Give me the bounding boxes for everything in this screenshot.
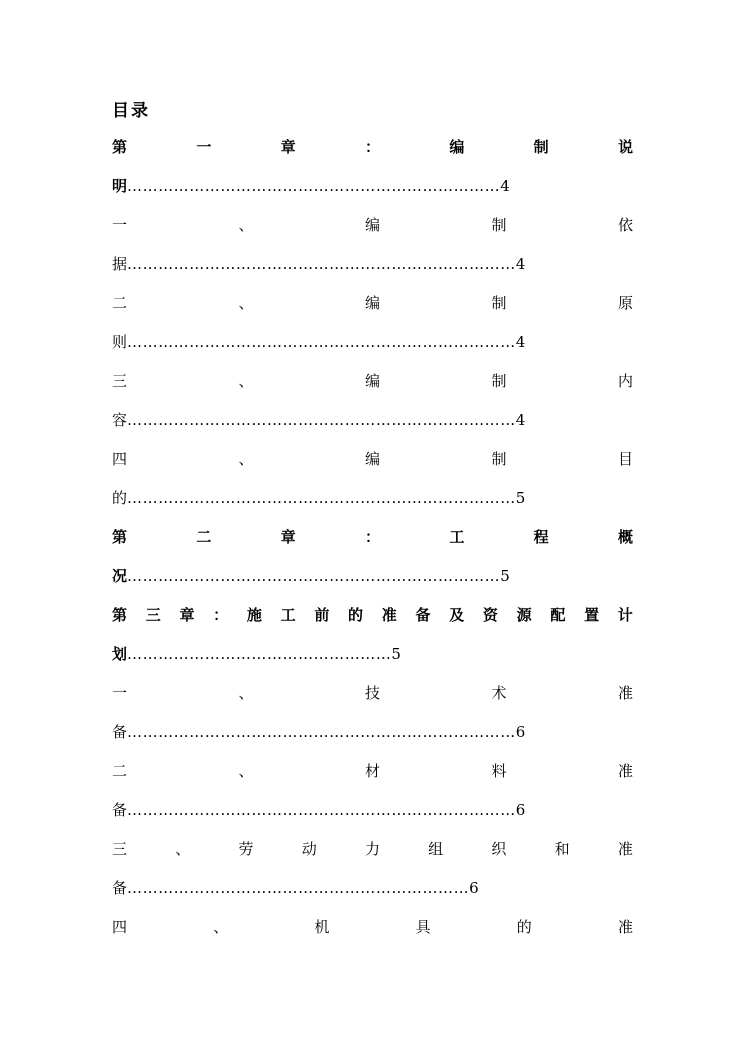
toc-page-number: 4 (515, 255, 526, 273)
toc-char: 制 (491, 294, 507, 312)
toc-entry-last-char: 备 (112, 801, 128, 819)
toc-char: 、 (238, 372, 254, 390)
toc-leader-dots: ………………………………………………………………… (127, 723, 516, 741)
toc-char: 第 (112, 138, 128, 156)
toc-entry-line[interactable] (112, 137, 633, 157)
toc-char: 机 (314, 918, 330, 936)
toc-char: 劳 (238, 840, 254, 858)
toc-char: 准 (617, 840, 633, 858)
toc-title: 目录 (112, 101, 150, 121)
toc-entry-line[interactable] (112, 683, 633, 703)
toc-char: 、 (213, 918, 229, 936)
toc-char: 一 (112, 216, 128, 234)
toc-char: 料 (491, 762, 507, 780)
toc-char: 章 (179, 606, 195, 624)
toc-entry-leader[interactable] (112, 176, 510, 196)
toc-char: 组 (428, 840, 444, 858)
toc-char: 程 (533, 528, 549, 546)
toc-char: 术 (491, 684, 507, 702)
toc-entry-leader[interactable] (112, 722, 525, 742)
toc-char: 四 (112, 918, 128, 936)
toc-char: ： (213, 606, 229, 624)
toc-page-number: 6 (469, 879, 479, 897)
toc-entry-leader[interactable] (112, 254, 525, 274)
toc-page-number: 5 (500, 567, 510, 585)
toc-char: 制 (491, 450, 507, 468)
toc-char: 制 (491, 216, 507, 234)
toc-char: 技 (364, 684, 380, 702)
toc-entry-line[interactable] (112, 839, 633, 859)
toc-char: 动 (301, 840, 317, 858)
toc-char: 二 (112, 762, 128, 780)
toc-char: 施 (246, 606, 262, 624)
toc-page-number: 4 (500, 177, 510, 195)
toc-char: 制 (533, 138, 549, 156)
toc-char: 编 (364, 372, 380, 390)
toc-char: 的 (348, 606, 364, 624)
toc-char: 原 (617, 294, 633, 312)
toc-char: 制 (491, 372, 507, 390)
toc-entry-leader[interactable] (112, 332, 525, 352)
toc-entry-line[interactable] (112, 293, 633, 313)
toc-char: 第 (112, 528, 128, 546)
toc-char: 编 (364, 216, 380, 234)
toc-page-number: 4 (515, 411, 526, 429)
toc-char: 编 (364, 294, 380, 312)
toc-leader-dots: ………………………………………………………… (127, 879, 470, 897)
toc-entry-last-char: 则 (112, 333, 128, 351)
toc-entry-line[interactable] (112, 215, 633, 235)
toc-char: ： (364, 138, 380, 156)
toc-leader-dots: ……………………………………………………………… (127, 567, 501, 585)
toc-char: 置 (584, 606, 600, 624)
toc-char: ： (364, 528, 380, 546)
toc-char: 资 (482, 606, 498, 624)
toc-char: 一 (112, 684, 128, 702)
toc-char: 依 (617, 216, 633, 234)
toc-char: 第 (112, 606, 128, 624)
toc-char: 计 (617, 606, 633, 624)
toc-leader-dots: ………………………………………………………………… (127, 255, 516, 273)
toc-char: 材 (364, 762, 380, 780)
toc-leader-dots: ………………………………………………………………… (127, 333, 516, 351)
toc-char: 和 (554, 840, 570, 858)
toc-char: 工 (280, 606, 296, 624)
toc-char: 、 (175, 840, 191, 858)
toc-char: 、 (238, 216, 254, 234)
toc-char: 内 (617, 372, 633, 390)
toc-entry-line[interactable] (112, 527, 633, 547)
toc-char: 编 (449, 138, 465, 156)
toc-leader-dots: ………………………………………………………………… (127, 411, 516, 429)
toc-char: 前 (314, 606, 330, 624)
toc-entry-last-char: 据 (112, 255, 128, 273)
toc-char: 、 (238, 450, 254, 468)
toc-entry-last-char: 备 (112, 723, 128, 741)
toc-entry-line[interactable] (112, 605, 633, 625)
toc-leader-dots: ………………………………………………………………… (127, 801, 516, 819)
toc-char: 准 (617, 762, 633, 780)
toc-char: 四 (112, 450, 128, 468)
toc-entry-leader[interactable] (112, 566, 510, 586)
toc-entry-line[interactable] (112, 917, 633, 937)
toc-entry-last-char: 况 (112, 567, 128, 585)
toc-char: 目 (617, 450, 633, 468)
toc-char: 、 (238, 684, 254, 702)
toc-entry-line[interactable] (112, 371, 633, 391)
toc-char: 源 (516, 606, 532, 624)
toc-entry-leader[interactable] (112, 410, 525, 430)
toc-char: 力 (364, 840, 380, 858)
toc-char: 备 (415, 606, 431, 624)
toc-entry-last-char: 容 (112, 411, 128, 429)
toc-page-number: 5 (391, 645, 401, 663)
toc-char: 配 (550, 606, 566, 624)
toc-entry-leader[interactable] (112, 878, 479, 898)
toc-entry-line[interactable] (112, 449, 633, 469)
toc-page-number: 6 (515, 723, 526, 741)
toc-entry-leader[interactable] (112, 644, 401, 664)
toc-page-number: 4 (515, 333, 526, 351)
toc-entry-last-char: 明 (112, 177, 128, 195)
toc-entry-last-char: 的 (112, 489, 128, 507)
toc-char: 概 (617, 528, 633, 546)
toc-char: 工 (449, 528, 465, 546)
toc-entry-last-char: 划 (112, 645, 128, 663)
toc-leader-dots: ……………………………………………………………… (127, 177, 501, 195)
toc-char: 三 (112, 840, 128, 858)
toc-char: 准 (617, 684, 633, 702)
toc-entry-leader[interactable] (112, 800, 525, 820)
toc-char: 的 (516, 918, 532, 936)
toc-char: 、 (238, 294, 254, 312)
toc-entry-leader[interactable] (112, 488, 525, 508)
toc-char: 准 (617, 918, 633, 936)
toc-char: 说 (617, 138, 633, 156)
toc-char: 三 (145, 606, 161, 624)
toc-char: 具 (415, 918, 431, 936)
toc-leader-dots: …………………………………………… (127, 645, 392, 663)
toc-page-number: 5 (515, 489, 526, 507)
toc-char: 织 (491, 840, 507, 858)
toc-char: 准 (381, 606, 397, 624)
toc-entry-last-char: 备 (112, 879, 128, 897)
toc-char: 章 (280, 528, 296, 546)
toc-char: 二 (112, 294, 128, 312)
toc-char: 章 (280, 138, 296, 156)
toc-char: 三 (112, 372, 128, 390)
toc-char: 一 (196, 138, 212, 156)
toc-char: 二 (196, 528, 212, 546)
toc-char: 及 (449, 606, 465, 624)
toc-char: 编 (364, 450, 380, 468)
toc-entry-line[interactable] (112, 761, 633, 781)
toc-char: 、 (238, 762, 254, 780)
toc-page-number: 6 (515, 801, 526, 819)
toc-leader-dots: ………………………………………………………………… (127, 489, 516, 507)
